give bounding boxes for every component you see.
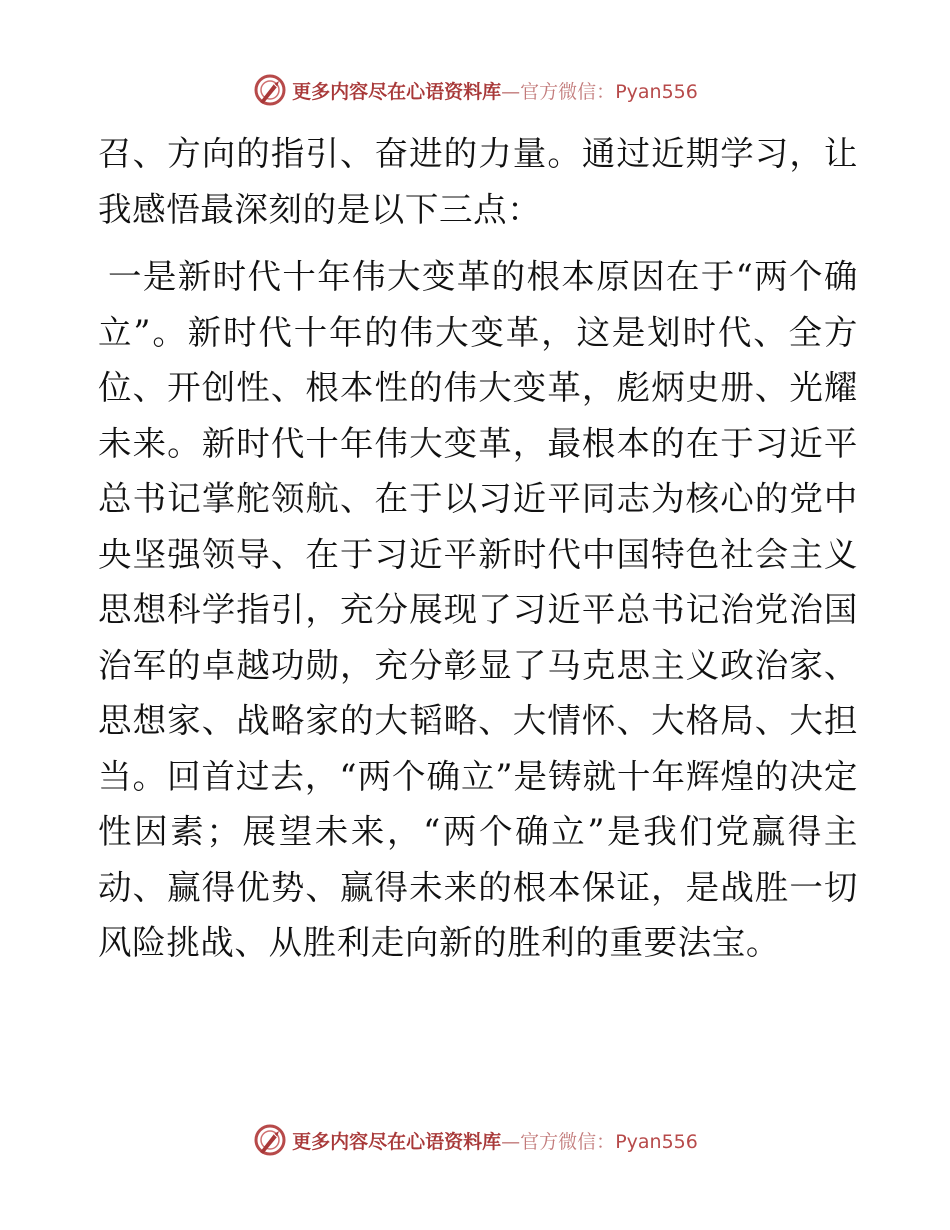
footer-banner [0,1120,950,1160]
paragraph-1: 召、方向的指引、奋进的力量。通过近期学习，让我感悟最深刻的是以下三点： [98,134,858,229]
header-banner-title: 更多内容尽在心语资料库 [292,80,502,103]
pen-circle-logo-icon [252,1122,288,1158]
footer-banner-wechat-id: Pyan556 [615,1130,698,1153]
header-banner-text [292,77,698,104]
header-banner-wechat-label: —官方微信： [501,80,616,103]
footer-banner-title: 更多内容尽在心语资料库 [292,1130,502,1153]
paragraph-2: 一是新时代十年伟大变革的根本原因在于“两个确立”。新时代十年的伟大变革，这是划时代、全方位、开创性、根本性的伟大变革，彪炳史册、光耀未来。新时代十年伟大变革，最根本的在于习近平总书记掌舵领航、在于以习近平同志为核心的党中央坚强领导、在于习近平新时代中国特色社会主义思想科学指引，充分展现了习近平总书记治党治国治军的卓越功勋，充分彰显了马克思主义政治家、思想家、战略家的大韬略、大情怀、大格局、大担当。回首过去，“两个确立”是铸就十年辉煌的决定性因素；展望未来，“两个确立”是我们党赢得主动、赢得优势、赢得未来的根本保证，是战胜一切风险挑战、从胜利走向新的胜利的重要法宝。 [98,257,858,962]
document-body [98,126,858,971]
footer-banner-text [292,1127,698,1154]
footer-banner-wechat-label: —官方微信： [501,1130,616,1153]
pen-circle-logo-icon [252,72,288,108]
header-banner-wechat-id: Pyan556 [615,80,698,103]
header-banner [0,70,950,110]
